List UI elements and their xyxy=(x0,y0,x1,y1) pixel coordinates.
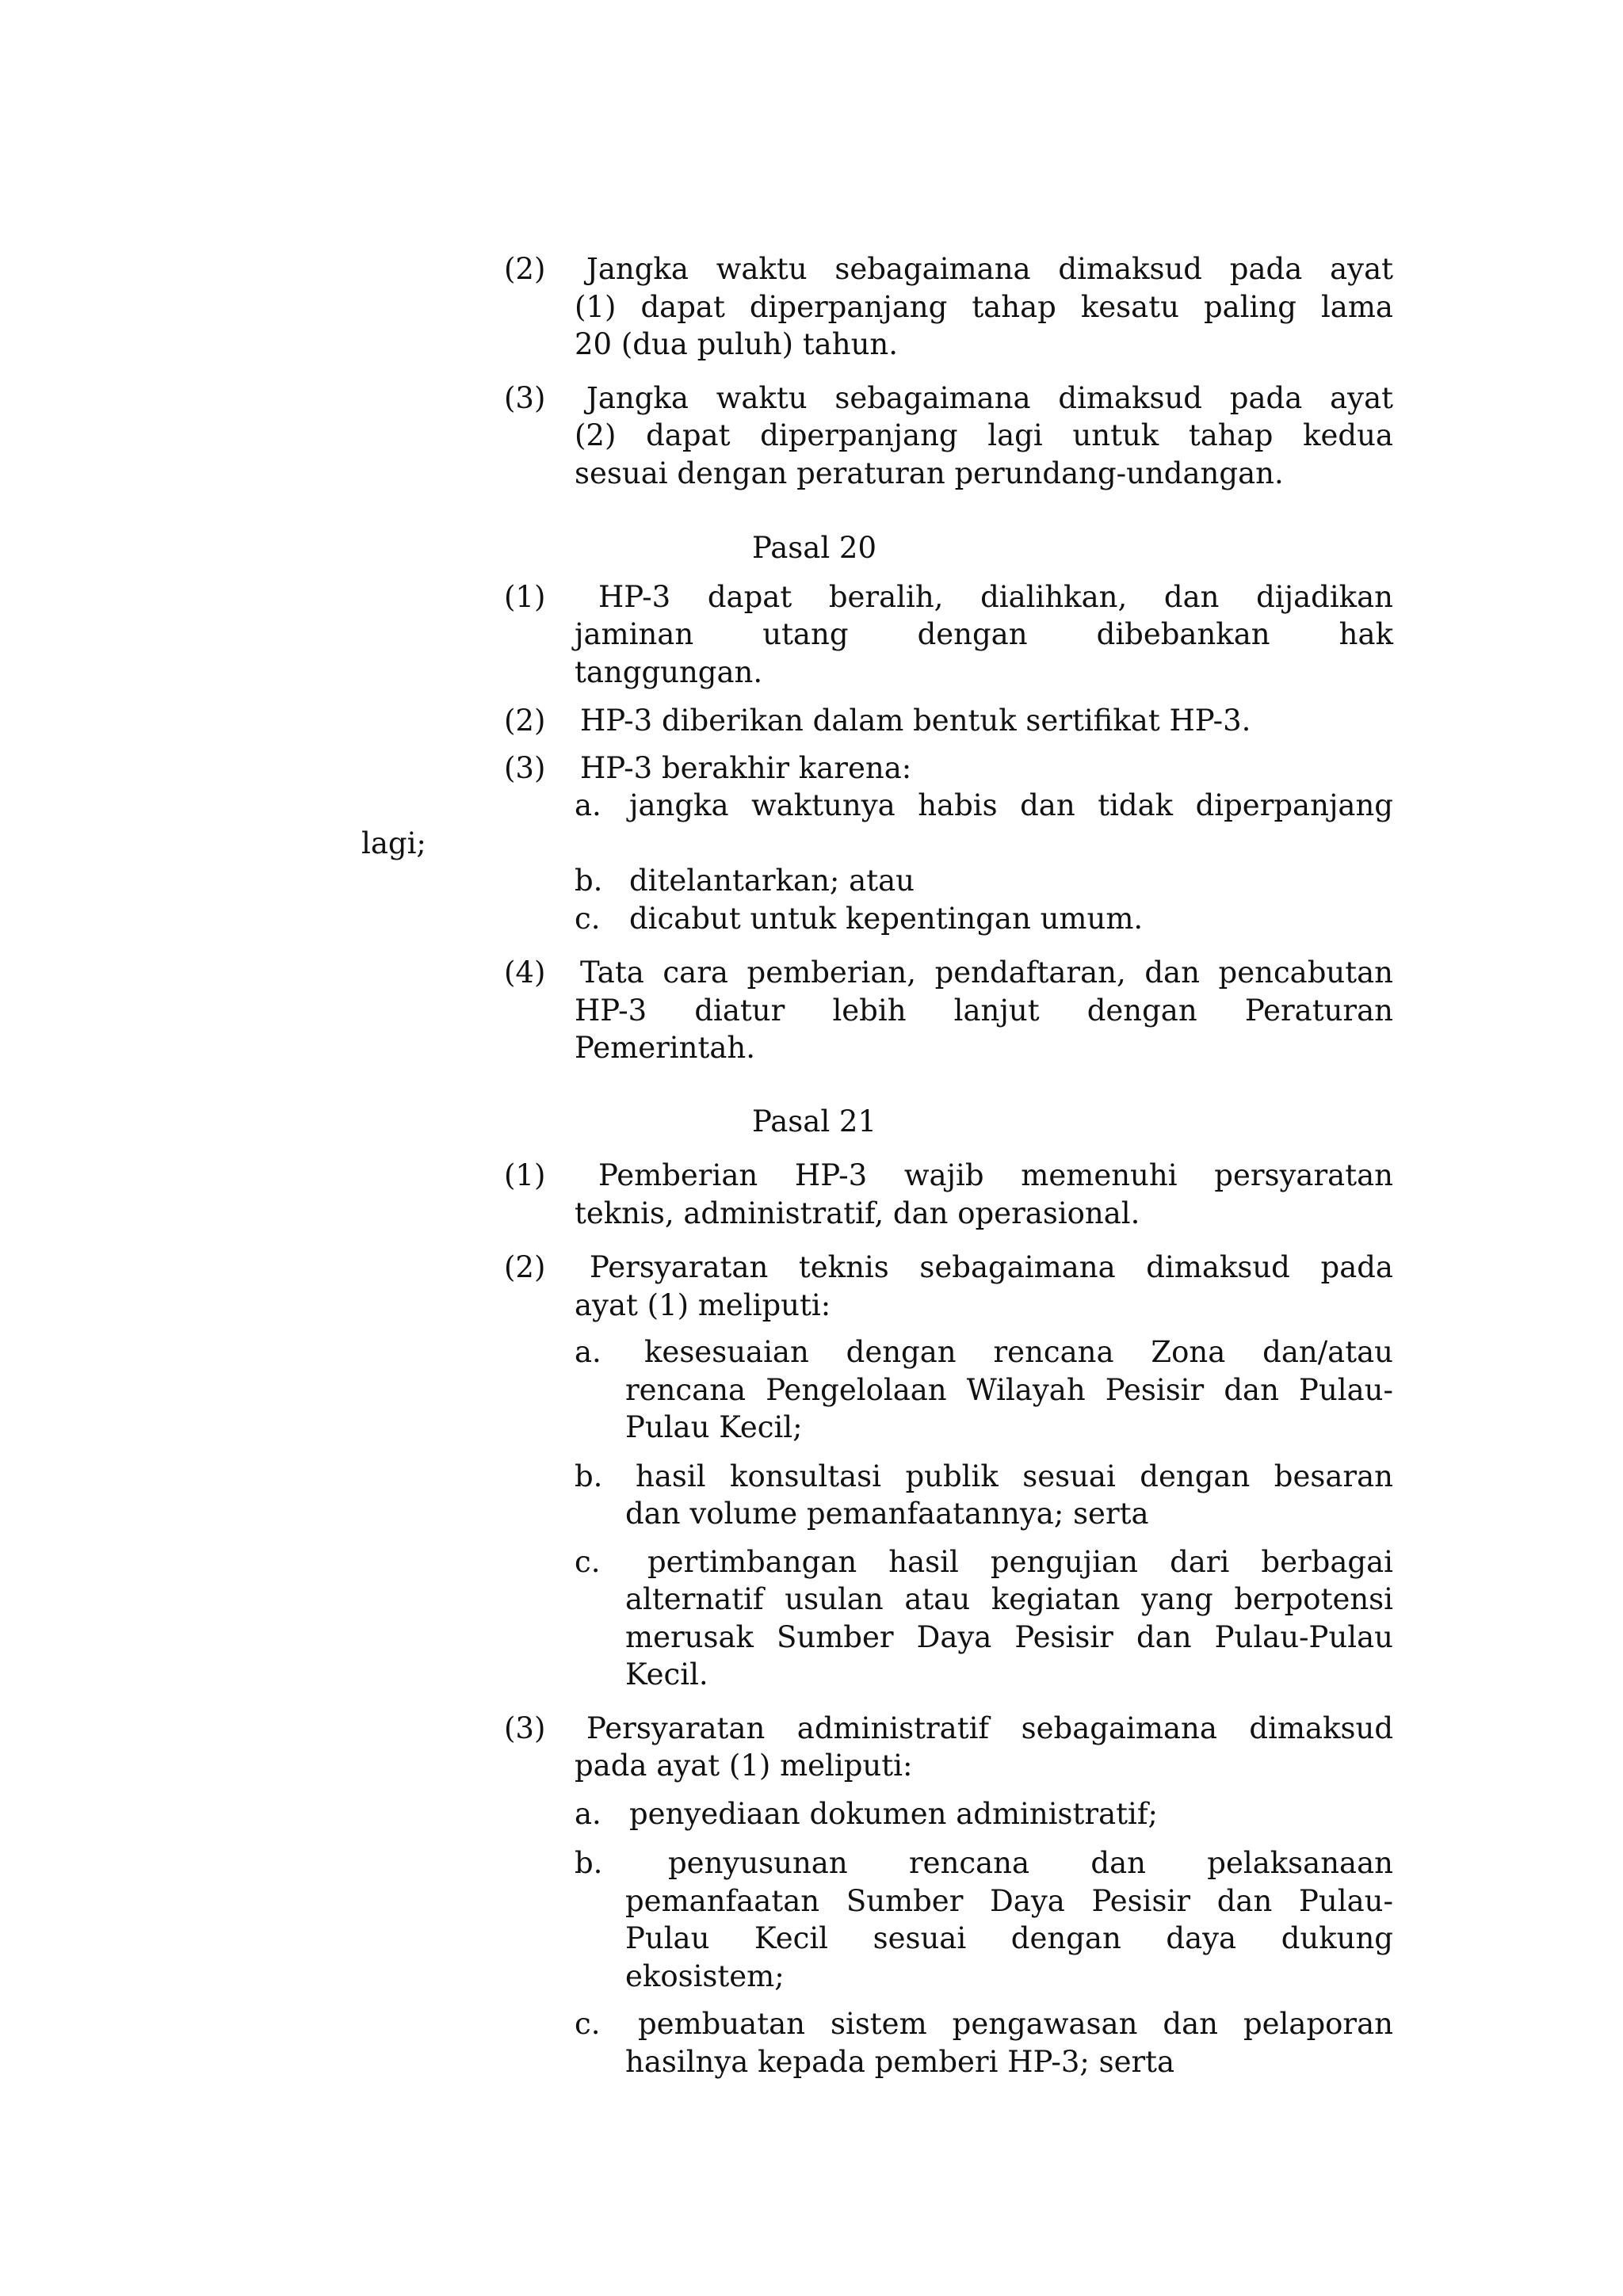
text-line: sesuai dengan peraturan perundang-undangan. xyxy=(575,456,1284,490)
text-line: dicabut untuk kepentingan umum. xyxy=(629,901,1144,936)
text-line: Pulau Kecil sesuai dengan daya dukung xyxy=(625,1921,1393,1955)
item-text xyxy=(625,1543,1393,1694)
pasal-21-ayat-1 xyxy=(504,1157,1393,1232)
ayat-3 xyxy=(504,379,1393,493)
text-line: ditelantarkan; atau xyxy=(629,864,915,898)
ayat-number: (2) xyxy=(504,1250,546,1284)
item-label: b. xyxy=(575,1846,603,1880)
ayat-text xyxy=(361,749,1393,938)
text-line: Jangka waktu sebagaimana dimaksud pada ayat xyxy=(586,380,1393,415)
text-line: HP-3 berakhir karena: xyxy=(580,750,912,785)
item-text xyxy=(625,1795,1393,1833)
pasal-21-ayat-2 xyxy=(504,1249,1393,1694)
text-line: penyusunan rencana dan pelaksanaan xyxy=(668,1846,1393,1880)
ayat-text xyxy=(575,1157,1393,1232)
list-item xyxy=(575,862,1393,900)
item-label: c. xyxy=(575,901,601,936)
text-line: kesesuaian dengan rencana Zona dan/atau xyxy=(644,1335,1393,1369)
text-line: pemanfaatan Sumber Daya Pesisir dan Pulau- xyxy=(625,1883,1393,1918)
text-line: Persyaratan administratif sebagaimana dimaksud xyxy=(586,1711,1393,1745)
text-line: Persyaratan teknis sebagaimana dimaksud pada xyxy=(590,1250,1393,1284)
text-line: pada ayat (1) meliputi: xyxy=(575,1749,913,1783)
ayat-number: (2) xyxy=(504,704,546,738)
ayat-number: (3) xyxy=(504,750,546,785)
text-line: HP-3 diatur lebih lanjut dengan Peraturan xyxy=(575,993,1393,1028)
item-text xyxy=(361,787,1393,862)
ayat-number: (1) xyxy=(504,1158,546,1192)
text-line: jaminan utang dengan dibebankan hak xyxy=(575,617,1393,651)
ayat-text xyxy=(575,954,1393,1067)
item-label: a. xyxy=(575,1335,601,1369)
text-line: pertimbangan hasil pengujian dari berbagai xyxy=(647,1544,1393,1579)
document-body xyxy=(361,250,1393,2081)
item-text xyxy=(625,1844,1393,1995)
article-heading: Pasal 21 xyxy=(752,1104,877,1138)
text-line: HP-3 dapat beralih, dialihkan, dan dijadikan xyxy=(598,579,1393,614)
item-label: a. xyxy=(575,1796,601,1831)
list-item xyxy=(575,2005,1393,2081)
item-label: c. xyxy=(575,2007,601,2041)
ayat-number: (3) xyxy=(504,380,546,415)
ayat-number: (1) xyxy=(504,579,546,614)
list-item xyxy=(575,1543,1393,1694)
ayat-number: (3) xyxy=(504,1711,546,1745)
text-line: merusak Sumber Daya Pesisir dan Pulau-Pulau xyxy=(625,1619,1393,1654)
text-line: hasil konsultasi publik sesuai dengan besaran xyxy=(636,1459,1393,1493)
text-line: Kecil. xyxy=(625,1657,708,1691)
text-line: Pulau Kecil; xyxy=(625,1410,803,1444)
item-label: b. xyxy=(575,1459,603,1493)
pasal-21-ayat-3 xyxy=(504,1710,1393,2081)
ayat-text xyxy=(575,578,1393,692)
text-line: rencana Pengelolaan Wilayah Pesisir dan Pulau- xyxy=(625,1372,1393,1407)
ayat-text xyxy=(575,379,1393,493)
item-text xyxy=(625,900,1393,938)
text-line: ekosistem; xyxy=(625,1958,785,1993)
text-line: Pemerintah. xyxy=(575,1031,755,1065)
item-text xyxy=(625,1458,1393,1533)
text-line: teknis, administratif, dan operasional. xyxy=(575,1196,1140,1230)
ayat-number: (4) xyxy=(504,955,546,990)
text-line: dan volume pemanfaatannya; serta xyxy=(625,1497,1149,1531)
item-text xyxy=(625,862,1393,900)
text-line: HP-3 diberikan dalam bentuk sertifikat HP-3. xyxy=(580,704,1251,738)
item-text xyxy=(625,2005,1393,2081)
list-item xyxy=(575,1458,1393,1533)
ayat-text xyxy=(575,250,1393,364)
article-heading: Pasal 20 xyxy=(752,531,877,565)
pasal-20-ayat-2 xyxy=(504,702,1393,740)
item-label: b. xyxy=(575,864,603,898)
text-line: (2) dapat diperpanjang lagi untuk tahap kedua xyxy=(575,418,1393,452)
ayat-text xyxy=(575,1249,1393,1694)
text-line: (1) dapat diperpanjang tahap kesatu paling lama xyxy=(575,289,1393,324)
pasal-20-ayat-3 xyxy=(361,749,1393,938)
item-label: c. xyxy=(575,1544,601,1579)
list-item xyxy=(575,900,1393,938)
text-line: ayat (1) meliputi: xyxy=(575,1287,831,1322)
text-line: Pemberian HP-3 wajib memenuhi persyaratan xyxy=(598,1158,1393,1192)
text-line: Jangka waktu sebagaimana dimaksud pada ayat xyxy=(586,252,1393,286)
text-line: penyediaan dokumen administratif; xyxy=(629,1796,1159,1831)
ayat-text xyxy=(575,1710,1393,2081)
list-item xyxy=(361,787,1393,862)
text-line: tanggungan. xyxy=(575,654,763,689)
item-text xyxy=(625,1333,1393,1447)
text-line: pembuatan sistem pengawasan dan pelaporan xyxy=(638,2007,1393,2041)
pasal-20-ayat-1 xyxy=(504,578,1393,692)
item-label: a. xyxy=(575,788,601,822)
list-item xyxy=(575,1844,1393,1995)
text-line: 20 (dua puluh) tahun. xyxy=(575,327,898,361)
text-line: hasilnya kepada pemberi HP-3; serta xyxy=(625,2044,1175,2079)
list-item xyxy=(575,1333,1393,1447)
ayat-2 xyxy=(504,250,1393,364)
text-line: alternatif usulan atau kegiatan yang berpotensi xyxy=(625,1582,1393,1616)
pasal-20-ayat-4 xyxy=(504,954,1393,1067)
list-item xyxy=(575,1795,1393,1833)
ayat-number: (2) xyxy=(504,252,546,286)
text-line: Tata cara pemberian, pendaftaran, dan pencabutan xyxy=(580,955,1393,990)
text-line: lagi; xyxy=(361,826,426,860)
ayat-text xyxy=(575,702,1393,740)
text-line: jangka waktunya habis dan tidak diperpanjang xyxy=(629,788,1393,822)
